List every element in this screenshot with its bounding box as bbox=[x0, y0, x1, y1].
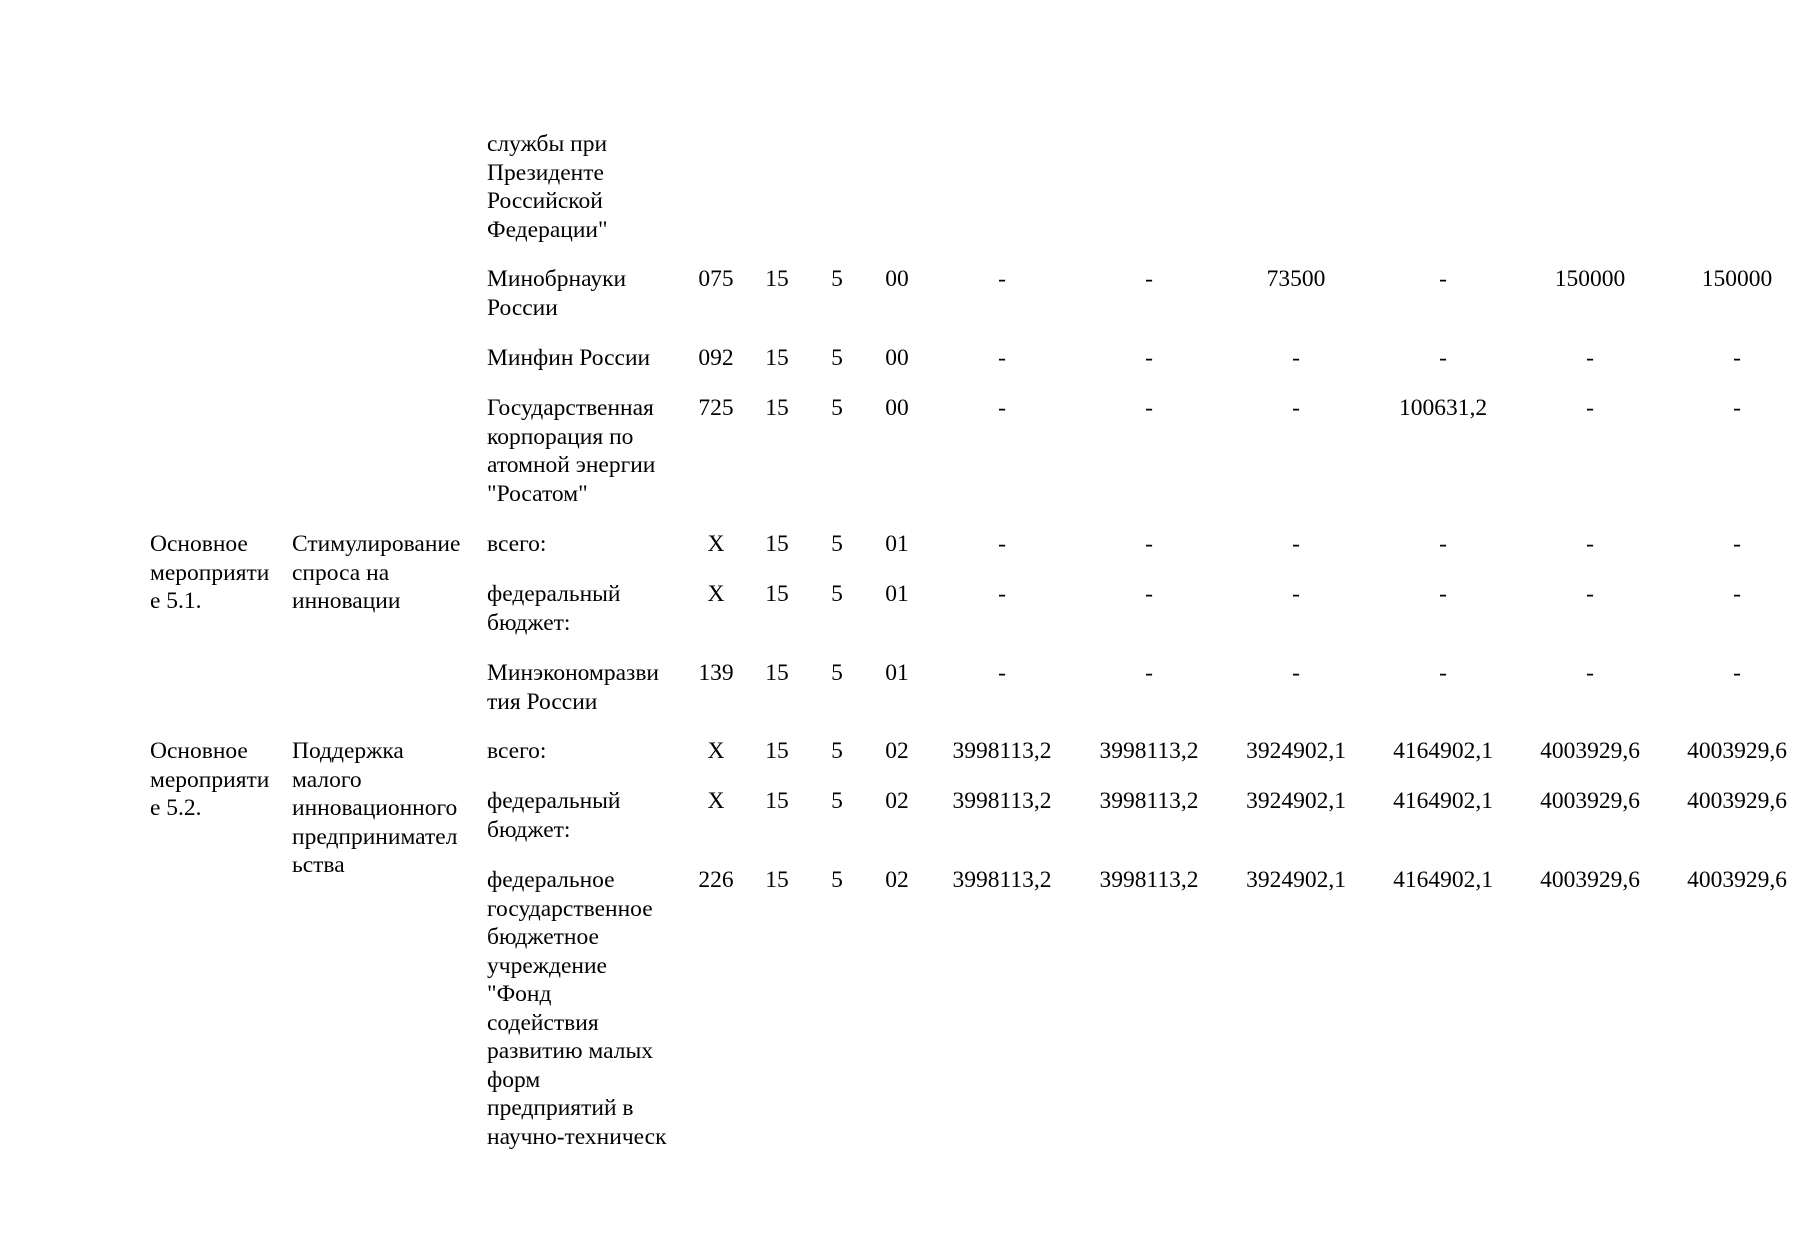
subprogram-code-cell: 5 bbox=[831, 581, 843, 607]
year-value-cell: - bbox=[1733, 660, 1741, 686]
year-value-cell: - bbox=[1586, 660, 1594, 686]
program-code-cell: 15 bbox=[765, 531, 789, 557]
subprogram-code-cell: 5 bbox=[831, 738, 843, 764]
year-value-cell: - bbox=[998, 266, 1006, 292]
subprogram-code-cell: 5 bbox=[831, 867, 843, 893]
year-value-cell: 3924902,1 bbox=[1246, 788, 1346, 814]
subprogram-code-cell: 5 bbox=[831, 788, 843, 814]
measure-name-cell: Стимулирование спроса на инновации bbox=[292, 531, 461, 614]
responsible-cell: всего: bbox=[487, 531, 547, 557]
grbs-code-cell: 139 bbox=[698, 660, 734, 686]
year-value-cell: 4003929,6 bbox=[1687, 738, 1787, 764]
year-value-cell: 3998113,2 bbox=[1099, 867, 1199, 893]
program-code-cell: 15 bbox=[765, 738, 789, 764]
program-code-cell: 15 bbox=[765, 266, 789, 292]
year-value-cell: - bbox=[1586, 395, 1594, 421]
year-value-cell: 150000 bbox=[1701, 266, 1773, 292]
grbs-code-cell: 725 bbox=[698, 395, 734, 421]
year-value-cell: - bbox=[1145, 345, 1153, 371]
year-value-cell: 4003929,6 bbox=[1540, 738, 1640, 764]
measure-code-cell: 02 bbox=[885, 788, 909, 814]
responsible-cell: Минэкономразви тия России bbox=[487, 660, 659, 715]
measure-code-cell: 00 bbox=[885, 345, 909, 371]
year-value-cell: - bbox=[1292, 581, 1300, 607]
year-value-cell: - bbox=[1145, 531, 1153, 557]
program-code-cell: 15 bbox=[765, 660, 789, 686]
responsible-cell: службы при Президенте Российской Федерации" bbox=[487, 131, 608, 243]
year-value-cell: - bbox=[998, 660, 1006, 686]
year-value-cell: - bbox=[1586, 581, 1594, 607]
measure-name-cell: Поддержка малого инновационного предпринимател ьства bbox=[292, 738, 458, 878]
year-value-cell: 4003929,6 bbox=[1540, 867, 1640, 893]
subprogram-code-cell: 5 bbox=[831, 395, 843, 421]
responsible-cell: всего: bbox=[487, 738, 547, 764]
year-value-cell: - bbox=[1733, 345, 1741, 371]
year-value-cell: 3998113,2 bbox=[952, 738, 1052, 764]
measure-number-cell: Основное мероприяти е 5.1. bbox=[150, 531, 270, 614]
measure-code-cell: 00 bbox=[885, 266, 909, 292]
year-value-cell: - bbox=[1586, 531, 1594, 557]
grbs-code-cell: 226 bbox=[698, 867, 734, 893]
year-value-cell: - bbox=[998, 581, 1006, 607]
year-value-cell: - bbox=[998, 395, 1006, 421]
year-value-cell: - bbox=[1733, 395, 1741, 421]
grbs-code-cell: X bbox=[707, 531, 725, 557]
year-value-cell: 4003929,6 bbox=[1540, 788, 1640, 814]
year-value-cell: - bbox=[1439, 266, 1447, 292]
program-code-cell: 15 bbox=[765, 395, 789, 421]
year-value-cell: - bbox=[1145, 660, 1153, 686]
responsible-cell: федеральный бюджет: bbox=[487, 581, 621, 636]
grbs-code-cell: 092 bbox=[698, 345, 734, 371]
subprogram-code-cell: 5 bbox=[831, 531, 843, 557]
responsible-cell: Минобрнауки России bbox=[487, 266, 627, 321]
year-value-cell: - bbox=[1439, 581, 1447, 607]
measure-number-cell: Основное мероприяти е 5.2. bbox=[150, 738, 270, 821]
year-value-cell: 3998113,2 bbox=[952, 867, 1052, 893]
year-value-cell: 150000 bbox=[1554, 266, 1626, 292]
grbs-code-cell: 075 bbox=[698, 266, 734, 292]
year-value-cell: - bbox=[998, 531, 1006, 557]
measure-code-cell: 02 bbox=[885, 867, 909, 893]
year-value-cell: - bbox=[1733, 581, 1741, 607]
year-value-cell: - bbox=[1439, 531, 1447, 557]
measure-code-cell: 01 bbox=[885, 581, 909, 607]
grbs-code-cell: X bbox=[707, 788, 725, 814]
year-value-cell: 3998113,2 bbox=[1099, 788, 1199, 814]
year-value-cell: - bbox=[1733, 531, 1741, 557]
year-value-cell: 4164902,1 bbox=[1393, 738, 1493, 764]
year-value-cell: - bbox=[1145, 266, 1153, 292]
year-value-cell: - bbox=[1439, 345, 1447, 371]
subprogram-code-cell: 5 bbox=[831, 660, 843, 686]
year-value-cell: 4164902,1 bbox=[1393, 867, 1493, 893]
program-code-cell: 15 bbox=[765, 788, 789, 814]
year-value-cell: 3924902,1 bbox=[1246, 738, 1346, 764]
measure-code-cell: 01 bbox=[885, 531, 909, 557]
measure-code-cell: 00 bbox=[885, 395, 909, 421]
year-value-cell: - bbox=[1292, 395, 1300, 421]
year-value-cell: - bbox=[1145, 581, 1153, 607]
year-value-cell: 4003929,6 bbox=[1687, 788, 1787, 814]
measure-code-cell: 01 bbox=[885, 660, 909, 686]
grbs-code-cell: X bbox=[707, 738, 725, 764]
year-value-cell: - bbox=[1292, 531, 1300, 557]
year-value-cell: 3998113,2 bbox=[1099, 738, 1199, 764]
responsible-cell: Минфин России bbox=[487, 345, 651, 371]
year-value-cell: 4164902,1 bbox=[1393, 788, 1493, 814]
program-code-cell: 15 bbox=[765, 867, 789, 893]
subprogram-code-cell: 5 bbox=[831, 266, 843, 292]
year-value-cell: - bbox=[1586, 345, 1594, 371]
year-value-cell: - bbox=[1439, 660, 1447, 686]
year-value-cell: - bbox=[1292, 345, 1300, 371]
year-value-cell: - bbox=[998, 345, 1006, 371]
program-code-cell: 15 bbox=[765, 345, 789, 371]
program-code-cell: 15 bbox=[765, 581, 789, 607]
responsible-cell: федеральный бюджет: bbox=[487, 788, 621, 843]
year-value-cell: 3998113,2 bbox=[952, 788, 1052, 814]
year-value-cell: 100631,2 bbox=[1398, 395, 1488, 421]
responsible-cell: Государственная корпорация по атомной энергии "Росатом" bbox=[487, 395, 656, 507]
year-value-cell: 4003929,6 bbox=[1687, 867, 1787, 893]
year-value-cell: - bbox=[1145, 395, 1153, 421]
grbs-code-cell: X bbox=[707, 581, 725, 607]
year-value-cell: 73500 bbox=[1266, 266, 1326, 292]
measure-code-cell: 02 bbox=[885, 738, 909, 764]
year-value-cell: - bbox=[1292, 660, 1300, 686]
year-value-cell: 3924902,1 bbox=[1246, 867, 1346, 893]
responsible-cell: федеральное государственное бюджетное учреждение "Фонд содействия развитию малых форм предприятий в научно-техническ bbox=[487, 867, 667, 1150]
subprogram-code-cell: 5 bbox=[831, 345, 843, 371]
